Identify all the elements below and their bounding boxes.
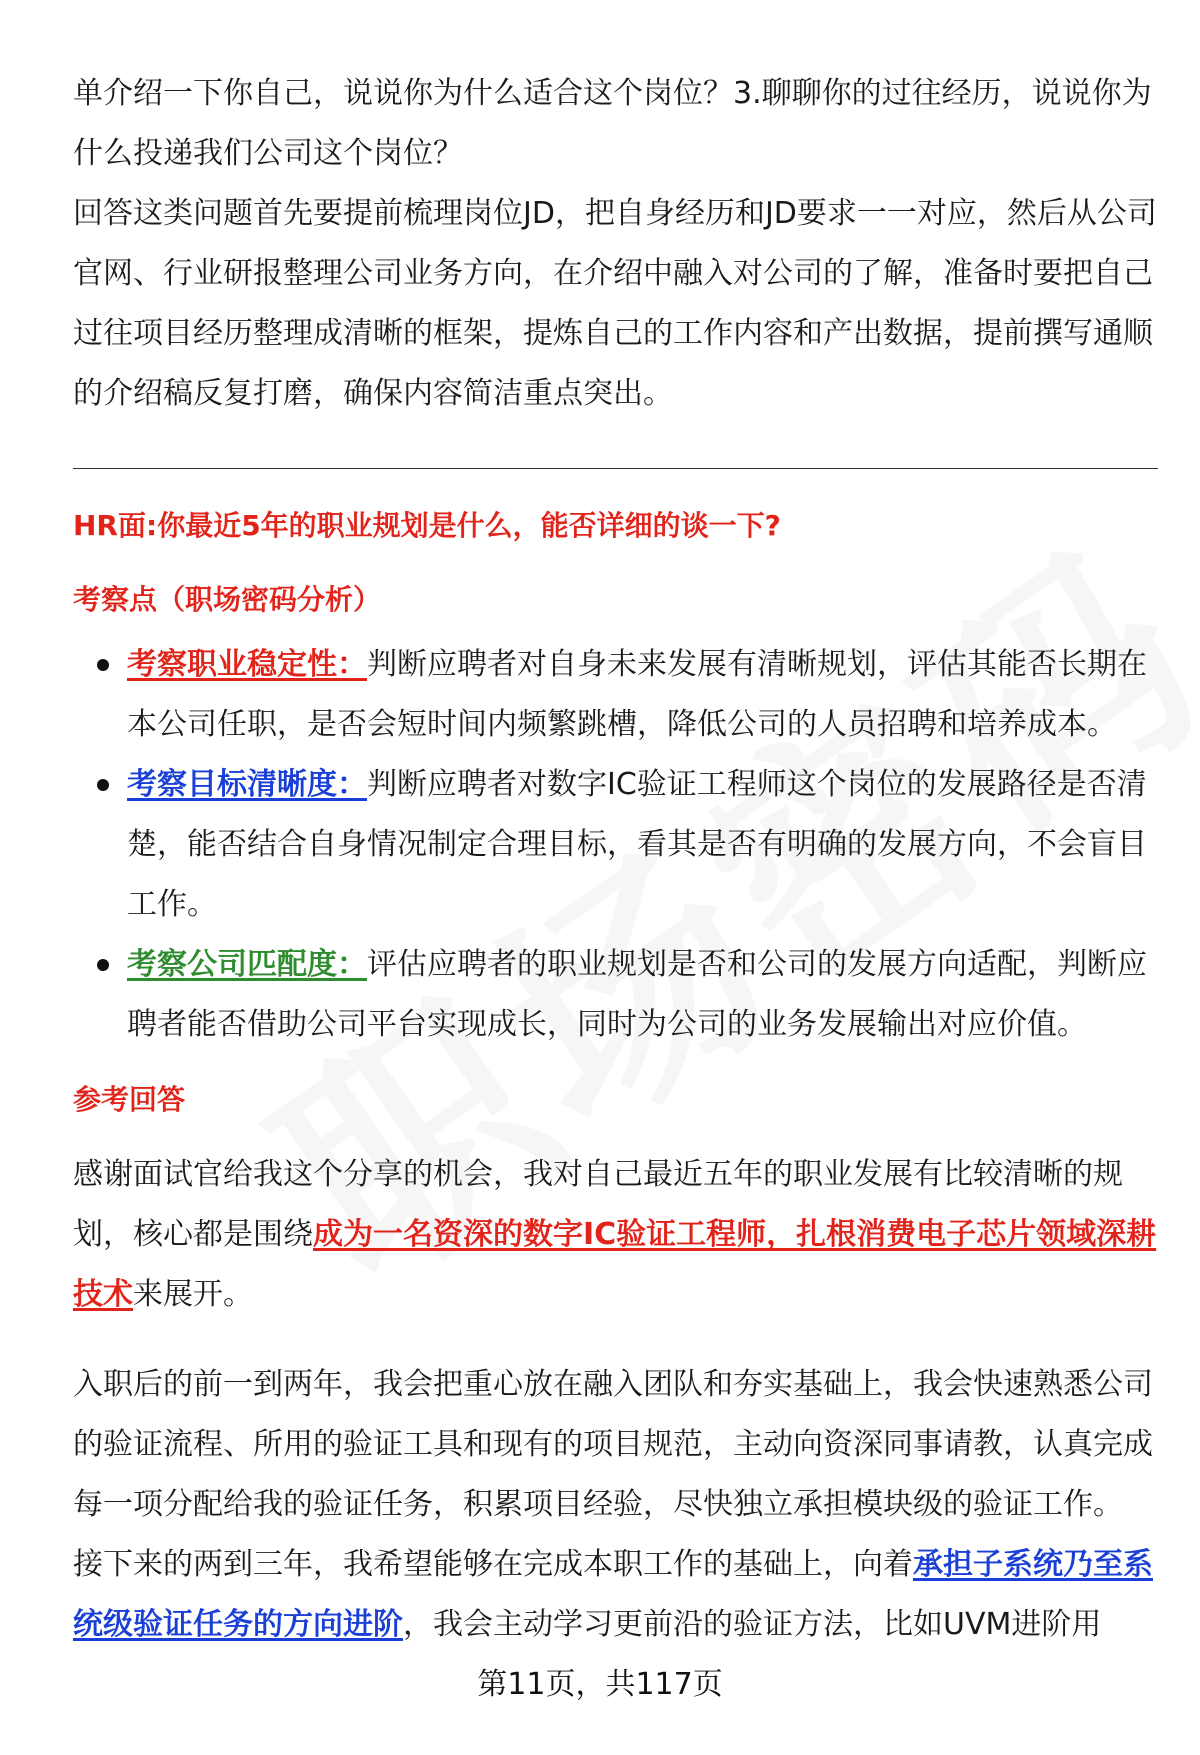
text-line: 的介绍稿反复打磨，确保内容简洁重点突出。 [73, 376, 673, 411]
analysis-list [73, 635, 1158, 1055]
highlight-text: 成为一名资深的数字IC验证工程师，扎根消费电子芯片领域深耕 [313, 1217, 1157, 1252]
text-run: 来展开。 [133, 1277, 253, 1312]
text-line: 的验证流程、所用的验证工具和现有的项目规范，主动向资深同事请教，认真完成 [73, 1427, 1153, 1462]
text-line: 单介绍一下你自己，说说你为什么适合这个岗位？3.聊聊你的过往经历，说说你为 [73, 76, 1152, 111]
point-key: 考察公司匹配度： [127, 947, 367, 982]
text-line: 回答这类问题首先要提前梳理岗位JD，把自身经历和JD要求一一对应，然后从公司 [73, 196, 1157, 231]
text-line: 感谢面试官给我这个分享的机会，我对自己最近五年的职业发展有比较清晰的规 [73, 1157, 1123, 1192]
answer-paragraph-1 [73, 1145, 1158, 1325]
text-line: 什么投递我们公司这个岗位？ [73, 136, 463, 171]
page-content [73, 64, 1158, 1655]
highlight-text: 技术 [73, 1277, 133, 1312]
point-text: 判断应聘者对数字IC验证工程师这个岗位的发展路径是否清 [367, 767, 1147, 802]
point-text: 判断应聘者对自身未来发展有清晰规划，评估其能否长期在 [367, 647, 1147, 682]
point-text: 聘者能否借助公司平台实现成长，同时为公司的业务发展输出对应价值。 [127, 1007, 1087, 1042]
text-line [73, 1535, 1158, 1595]
point-key: 考察职业稳定性： [127, 647, 367, 682]
bullet-icon [97, 659, 109, 671]
highlight-text: 承担子系统乃至系 [913, 1547, 1153, 1582]
text-line [73, 1595, 1158, 1655]
text-run: 接下来的两到三年，我希望能够在完成本职工作的基础上，向着 [73, 1547, 913, 1582]
intro-paragraph [73, 64, 1158, 424]
point-text: 评估应聘者的职业规划是否和公司的发展方向适配，判断应 [367, 947, 1147, 982]
answer-paragraph-3 [73, 1535, 1158, 1655]
list-item [73, 755, 1158, 935]
text-line [73, 1265, 1158, 1325]
text-line: 官网、行业研报整理公司业务方向，在介绍中融入对公司的了解，准备时要把自己 [73, 256, 1153, 291]
question-heading: HR面:你最近5年的职业规划是什么，能否详细的谈一下? [73, 509, 781, 542]
text-line: 每一项分配给我的验证任务，积累项目经验，尽快独立承担模块级的验证工作。 [73, 1487, 1123, 1522]
analysis-heading: 考察点（职场密码分析） [73, 583, 382, 616]
point-text: 工作。 [127, 887, 217, 922]
highlight-text: 统级验证任务的方向进阶 [73, 1607, 403, 1642]
bullet-icon [97, 959, 109, 971]
page-number-footer: 第11页，共117页 [477, 1667, 723, 1702]
list-item [73, 635, 1158, 755]
list-item [73, 935, 1158, 1055]
text-run: 划，核心都是围绕 [73, 1217, 313, 1252]
bullet-icon [97, 779, 109, 791]
text-line: 过往项目经历整理成清晰的框架，提炼自己的工作内容和产出数据，提前撰写通顺 [73, 316, 1153, 351]
section-divider [73, 468, 1158, 469]
point-text: 楚，能否结合自身情况制定合理目标，看其是否有明确的发展方向，不会盲目 [127, 827, 1147, 862]
point-key: 考察目标清晰度： [127, 767, 367, 802]
text-line [73, 1205, 1158, 1265]
answer-heading: 参考回答 [73, 1083, 186, 1116]
text-run: ，我会主动学习更前沿的验证方法，比如UVM进阶用 [403, 1607, 1102, 1642]
text-line: 入职后的前一到两年，我会把重心放在融入团队和夯实基础上，我会快速熟悉公司 [73, 1367, 1153, 1402]
answer-paragraph-2 [73, 1355, 1158, 1535]
point-text: 本公司任职，是否会短时间内频繁跳槽，降低公司的人员招聘和培养成本。 [127, 707, 1117, 742]
